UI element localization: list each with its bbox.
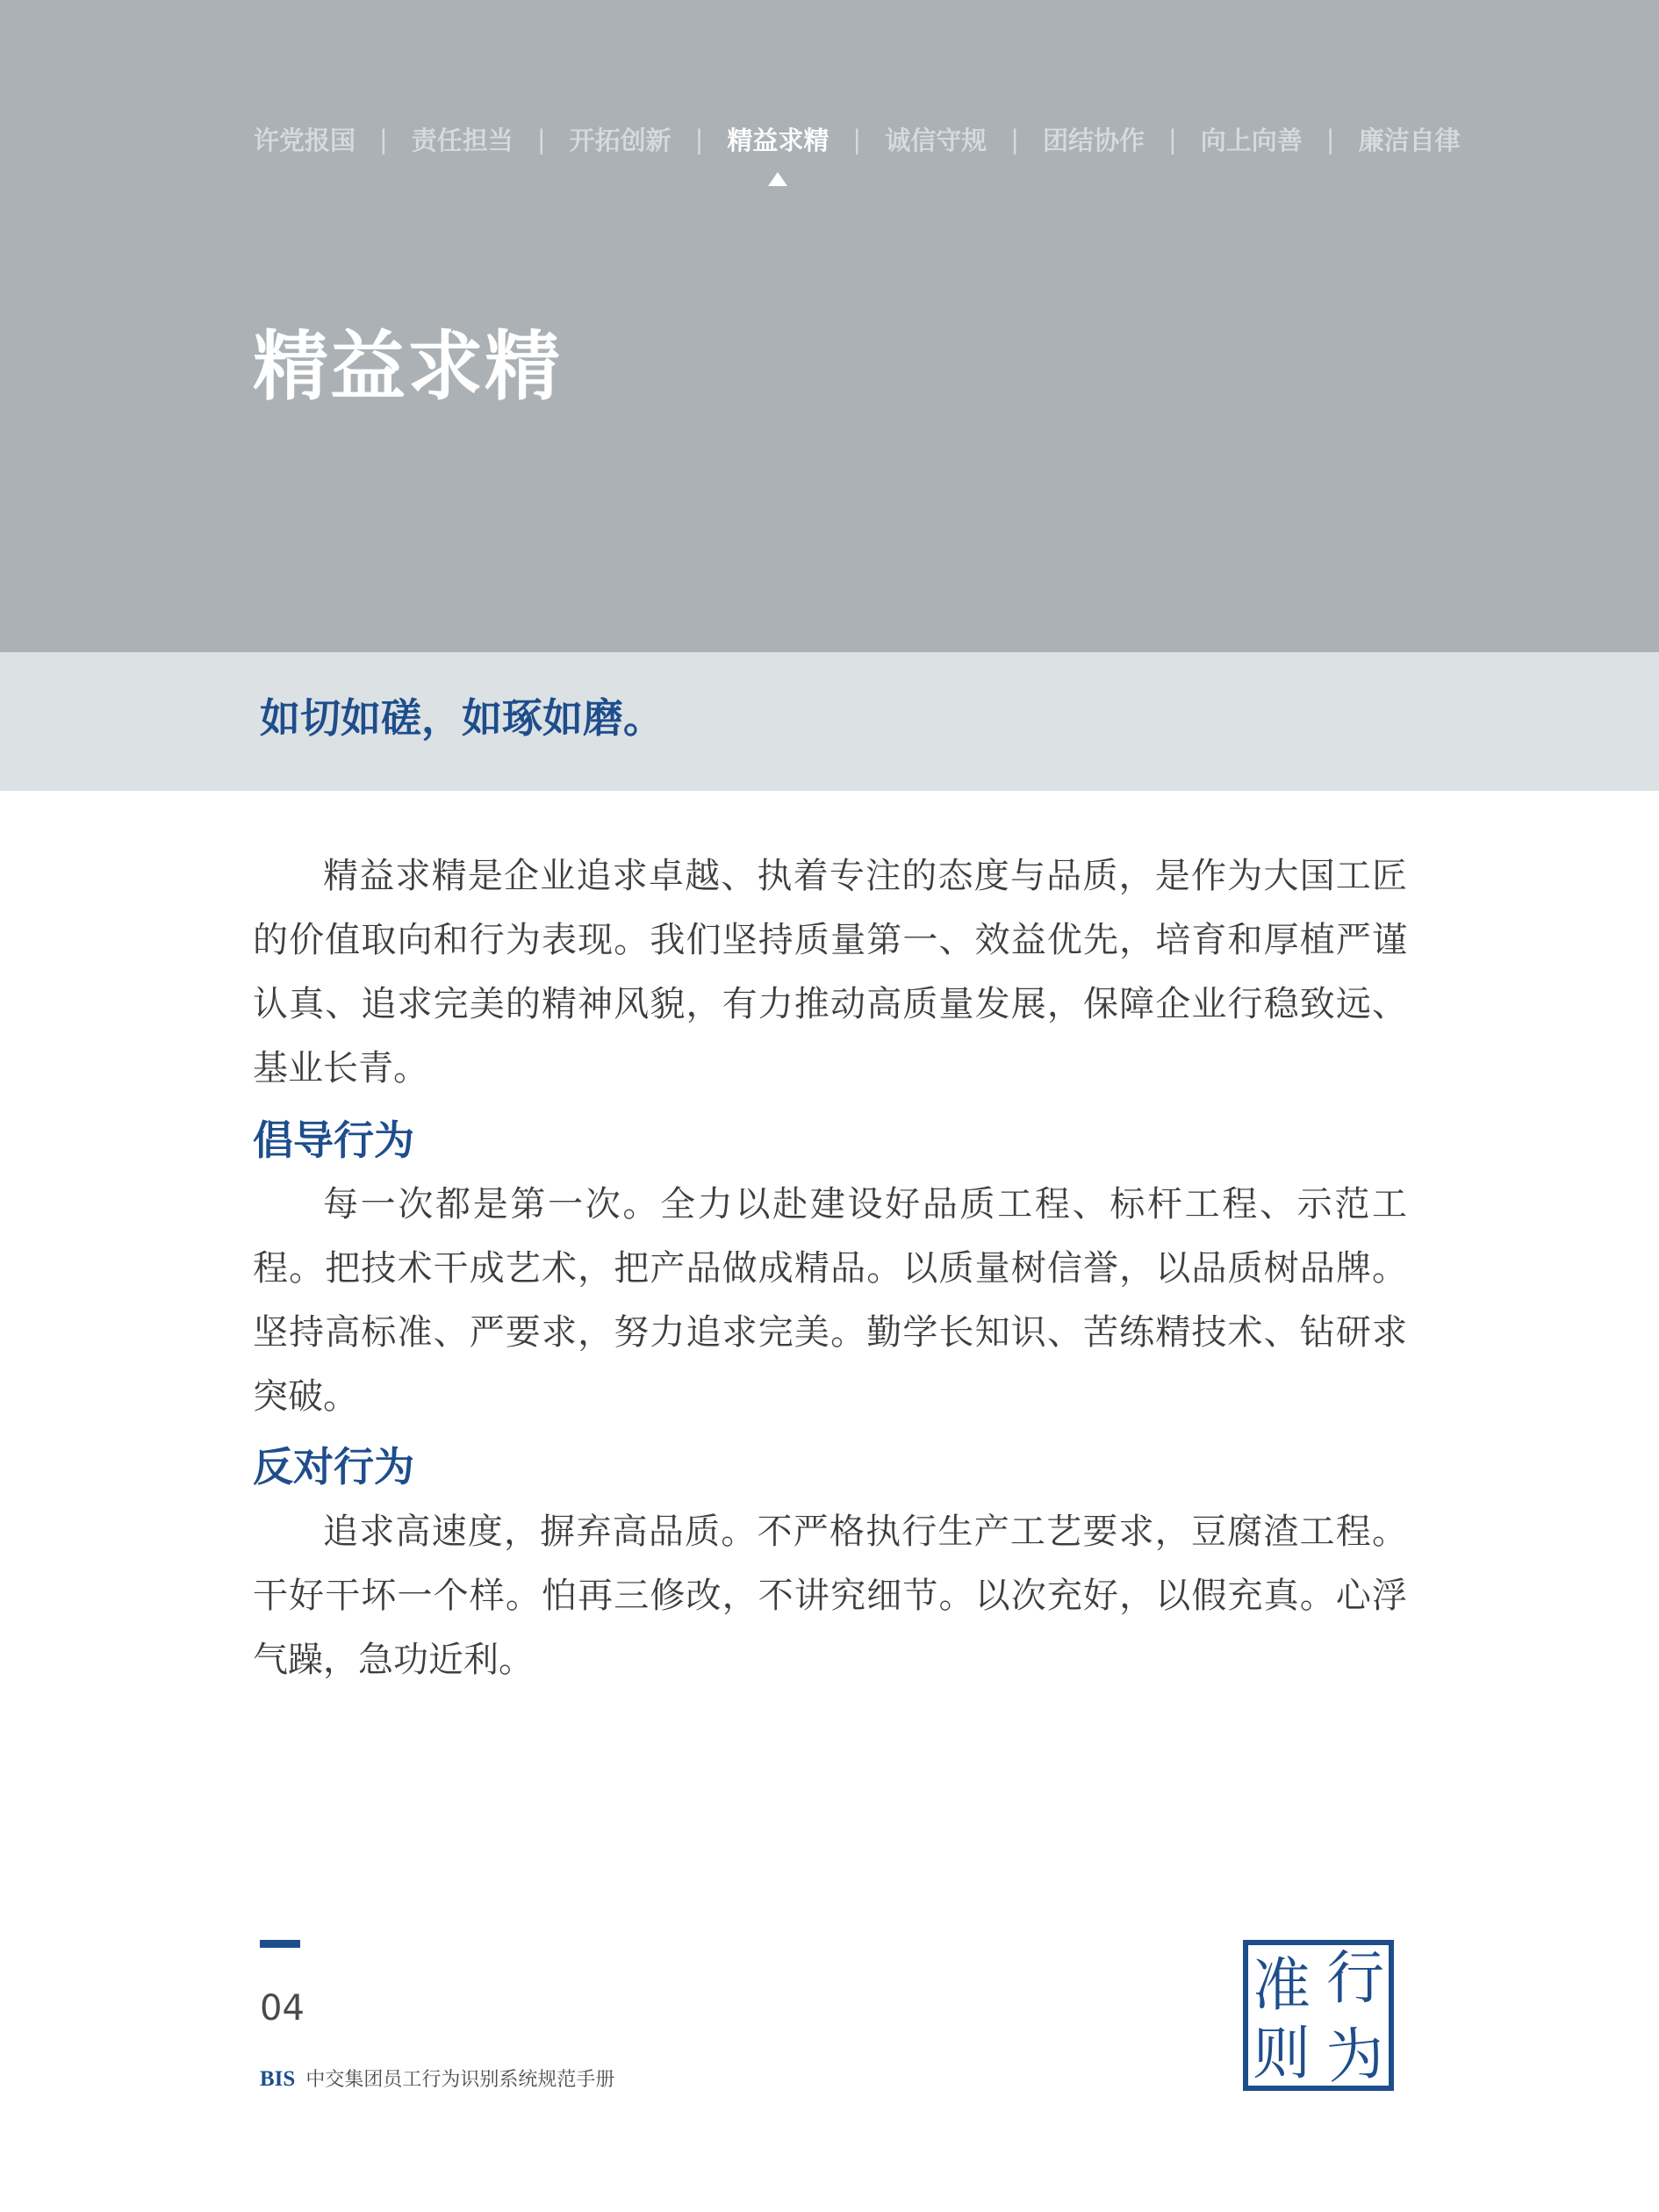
seal-char: 为 <box>1323 2018 1388 2093</box>
header-banner <box>0 0 1659 652</box>
accent-bar <box>260 1940 300 1948</box>
seal-char: 则 <box>1253 2020 1311 2087</box>
page-number: 04 <box>260 1988 305 2029</box>
nav-item-4-active[interactable] <box>727 121 829 157</box>
page-title: 精益求精 <box>253 323 562 411</box>
nav-item-3[interactable]: 开拓创新 <box>569 126 672 155</box>
slogan: 如切如磋，如琢如磨。 <box>260 694 664 742</box>
nav-item-6[interactable]: 团结协作 <box>1042 126 1145 155</box>
intro-paragraph: 精益求精是企业追求卓越、执着专注的态度与品质，是作为大国工匠的价值取向和行为表现。我们坚持质量第一、效益优先，培育和厚植严谨认真、追求完美的精神风貌，有力推动高质量发展，保障企业行稳致远、基业长青。 <box>253 856 1407 1088</box>
seal-char: 行 <box>1326 1944 1384 2012</box>
nav-item-2[interactable]: 责任担当 <box>411 126 514 155</box>
seal-char: 准 <box>1253 1951 1311 2019</box>
nav-item-1[interactable]: 许党报国 <box>254 126 356 155</box>
nav-separator: | <box>536 124 546 154</box>
nav-separator: | <box>1010 124 1019 154</box>
manual-title: 中交集团员工行为识别系统规范手册 <box>305 2069 615 2091</box>
footer <box>260 2065 614 2092</box>
nav-separator: | <box>852 124 862 154</box>
values-nav <box>254 121 1461 157</box>
nav-item-8[interactable]: 廉洁自律 <box>1358 126 1461 155</box>
nav-separator: | <box>1325 124 1335 154</box>
nav-separator: | <box>1168 124 1177 154</box>
nav-item-5[interactable]: 诚信守规 <box>885 126 988 155</box>
brand-logo-text: BIS <box>260 2067 296 2091</box>
slogan-band <box>0 652 1659 791</box>
advocate-paragraph: 每一次都是第一次。全力以赴建设好品质工程、标杆工程、示范工程。把技术干成艺术，把产品做成精品。以质量树信誉，以品质树品牌。坚持高标准、严要求，努力追求完美。勤学长知识、苦练精技术、钻研求突破。 <box>253 1184 1407 1417</box>
nav-item-4-label: 精益求精 <box>727 126 830 155</box>
nav-item-7[interactable]: 向上向善 <box>1200 126 1303 155</box>
nav-separator: | <box>379 124 388 154</box>
active-caret-icon <box>768 172 787 186</box>
advocate-heading: 倡导行为 <box>253 1117 414 1164</box>
oppose-heading: 反对行为 <box>253 1443 414 1490</box>
nav-separator: | <box>694 124 704 154</box>
oppose-paragraph: 追求高速度，摒弃高品质。不严格执行生产工艺要求，豆腐渣工程。干好干坏一个样。怕再三修改，不讲究细节。以次充好，以假充真。心浮气躁，急功近利。 <box>253 1512 1407 1680</box>
seal-logo-icon <box>1243 1940 1394 2091</box>
